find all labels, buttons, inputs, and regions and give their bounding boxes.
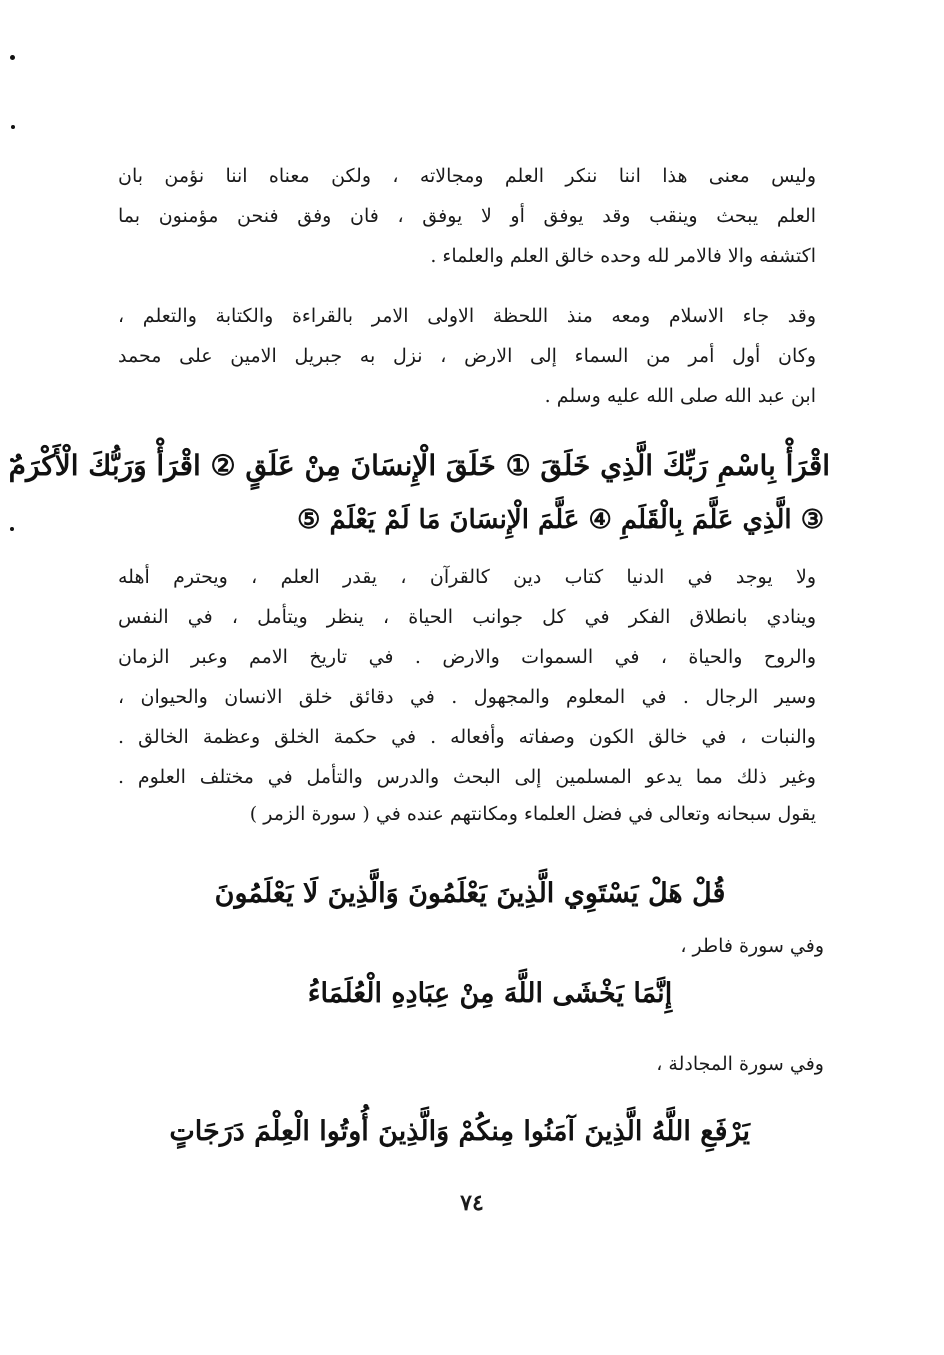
quran-verse-alaq-line-1: اقْرَأْ بِاسْمِ رَبِّكَ الَّذِي خَلَقَ ① خَلَقَ الْإِنسَانَ مِنْ عَلَقٍ ② اقْرَأْ وَرَبُّكَ الْأَكْرَمُ [8,449,830,482]
surah-intro-fatir: وفي سورة فاطر ، [680,935,824,957]
text-line: والنبات ، في خالق الكون وصفاته وأفعاله . في حكمة الخلق وعظمة الخالق . [118,726,816,748]
page-number: ٧٤ [460,1190,484,1216]
paragraph-1 [118,156,816,276]
scan-speck [10,527,14,531]
text-line: وكان أول أمر من السماء إلى الارض ، نزل به جبريل الامين على محمد [118,345,816,367]
text-line: وغير ذلك مما يدعو المسلمين إلى البحث والدرس والتأمل في مختلف العلوم . [118,766,816,788]
text-line: العلم يبحث وينقب وقد يوفق أو لا يوفق ، فان وفق فنحن مؤمنون بما [118,205,816,227]
quran-verse-fatir: إِنَّمَا يَخْشَى اللَّهَ مِنْ عِبَادِهِ الْعُلَمَاءُ [307,978,673,1009]
scan-speck [11,125,15,129]
text-line: وقد جاء الاسلام ومعه منذ اللحظة الاولى الامر بالقراءة والكتابة والتعلم ، [118,305,816,327]
quran-verse-alaq-line-2: ③ الَّذِي عَلَّمَ بِالْقَلَمِ ④ عَلَّمَ الْإِنسَانَ مَا لَمْ يَعْلَمْ ⑤ [297,505,824,535]
surah-intro-mujadila: وفي سورة المجادلة ، [656,1053,824,1075]
quran-verse-zumar: قُلْ هَلْ يَسْتَوِي الَّذِينَ يَعْلَمُونَ وَالَّذِينَ لَا يَعْلَمُونَ [214,878,726,909]
quran-verse-mujadila: يَرْفَعِ اللَّهُ الَّذِينَ آمَنُوا مِنكُمْ وَالَّذِينَ أُوتُوا الْعِلْمَ دَرَجَاتٍ [169,1116,750,1147]
text-line: ابن عبد الله صلى الله عليه وسلم . [544,385,816,407]
paragraph-2 [118,296,816,416]
text-line: يقول سبحانه وتعالى في فضل العلماء ومكانتهم عنده في ( سورة الزمر ) [249,803,816,825]
text-line: ولا يوجد في الدنيا كتاب دين كالقرآن ، يقدر العلم ، ويحترم أهله [118,566,816,588]
paragraph-3 [118,557,816,831]
text-line: وينادي بانطلاق الفكر في كل جوانب الحياة ، ينظر ويتأمل ، في النفس [118,606,816,628]
text-line: اكتشفه والا فالامر لله وحده خالق العلم والعلماء . [430,245,816,267]
text-line: وسير الرجال . في المعلوم والمجهول . في دقائق خلق الانسان والحيوان ، [118,686,816,708]
scan-speck [10,55,15,60]
text-line: وليس معنى هذا اننا ننكر العلم ومجالاته ، ولكن معناه اننا نؤمن بان [118,165,816,187]
text-line: والروح والحياة ، في السموات والارض . في تاريخ الامم وعبر الزمان [118,646,816,668]
